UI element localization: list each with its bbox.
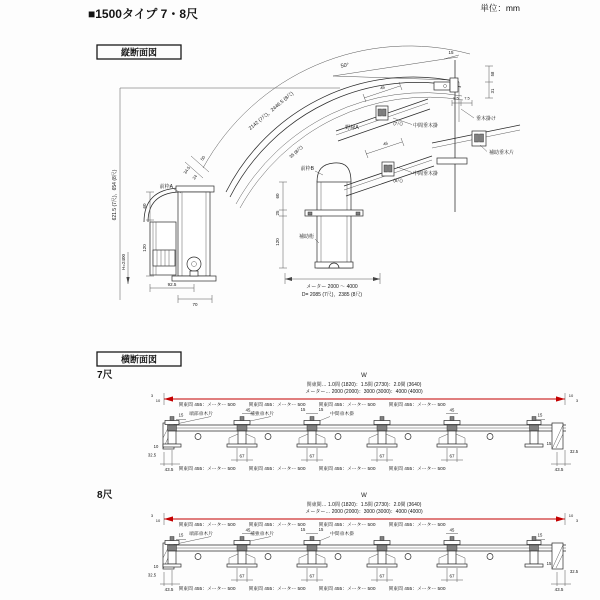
dim-31: 31 <box>490 88 495 94</box>
slope-dim-50: 50 <box>199 154 207 162</box>
page-title: ■1500タイプ 7・8尺 <box>88 7 199 21</box>
cross-7shaku-title: 7尺 <box>97 370 113 381</box>
post-left-dim-70: 70 <box>192 302 198 307</box>
post-left-dim-120: 120 <box>142 244 147 252</box>
left-height-dim: 621.5 (7尺)，654 (8尺) <box>112 169 118 221</box>
hojo-keta-label: 補助桁 <box>298 234 314 240</box>
cross-7shaku-drawing <box>148 373 579 472</box>
longitudinal-drawing <box>111 46 520 307</box>
cluster7-chukan-label: 中間垂木掛 <box>413 123 439 129</box>
longitudinal-section-label: 縦断面図 <box>120 47 158 58</box>
hojo-taruki-label: 補助垂木片 <box>489 150 515 156</box>
roof-angle-label: 50° <box>340 62 350 70</box>
cross-section-label: 横断面図 <box>120 354 158 365</box>
unit-label: 単位：mm <box>480 3 520 13</box>
post-left-height: H=2400 <box>121 254 126 270</box>
taruki-kake-label: 垂木掛け <box>476 116 497 122</box>
post-mid-dim-60: 60 <box>275 193 280 199</box>
post-mid-dim-25: 25 <box>275 210 280 216</box>
dim-7-5: 7.5 <box>464 95 470 101</box>
post-left-dim-60: 60 <box>142 203 147 209</box>
dim-top-15: 15 <box>448 50 454 55</box>
cluster7-dim-46: 46 <box>379 84 386 91</box>
depth-d-note: D= 2085 (7尺)，2385 (8尺) <box>301 292 363 298</box>
slope-dim-24: 24 <box>191 173 199 181</box>
post-mid-dim-120: 120 <box>275 238 280 246</box>
front-frame-b-label: 前枠B <box>300 166 314 172</box>
depth-meter-note: メーター 2000 ～ 4000 <box>306 284 358 290</box>
cluster8-dim-46: 46 <box>382 140 389 147</box>
arc-length-dim: 2142 (7尺)，2446.5 (8尺) <box>247 90 295 132</box>
cluster7-tag: (7尺) <box>393 121 403 126</box>
cluster8-chukan-label: 中間垂木掛 <box>413 171 439 177</box>
dim-58: 58 <box>490 71 495 77</box>
cross-8shaku-title: 8尺 <box>97 490 113 501</box>
dim-8-5: 8.5 <box>453 95 459 101</box>
cluster8-tag: (8尺) <box>393 178 403 183</box>
cross-8shaku-drawing <box>148 493 579 592</box>
post-left-dim-92-5: 92.5 <box>167 282 177 287</box>
front-frame-a-label: 前枠A <box>159 184 173 190</box>
nobuchi-a-label: 野縁A <box>345 125 359 131</box>
slope-dim-35-8shaku: 35 (8尺) <box>288 144 304 160</box>
slope-dim-34-5: 34.5 <box>182 165 192 175</box>
